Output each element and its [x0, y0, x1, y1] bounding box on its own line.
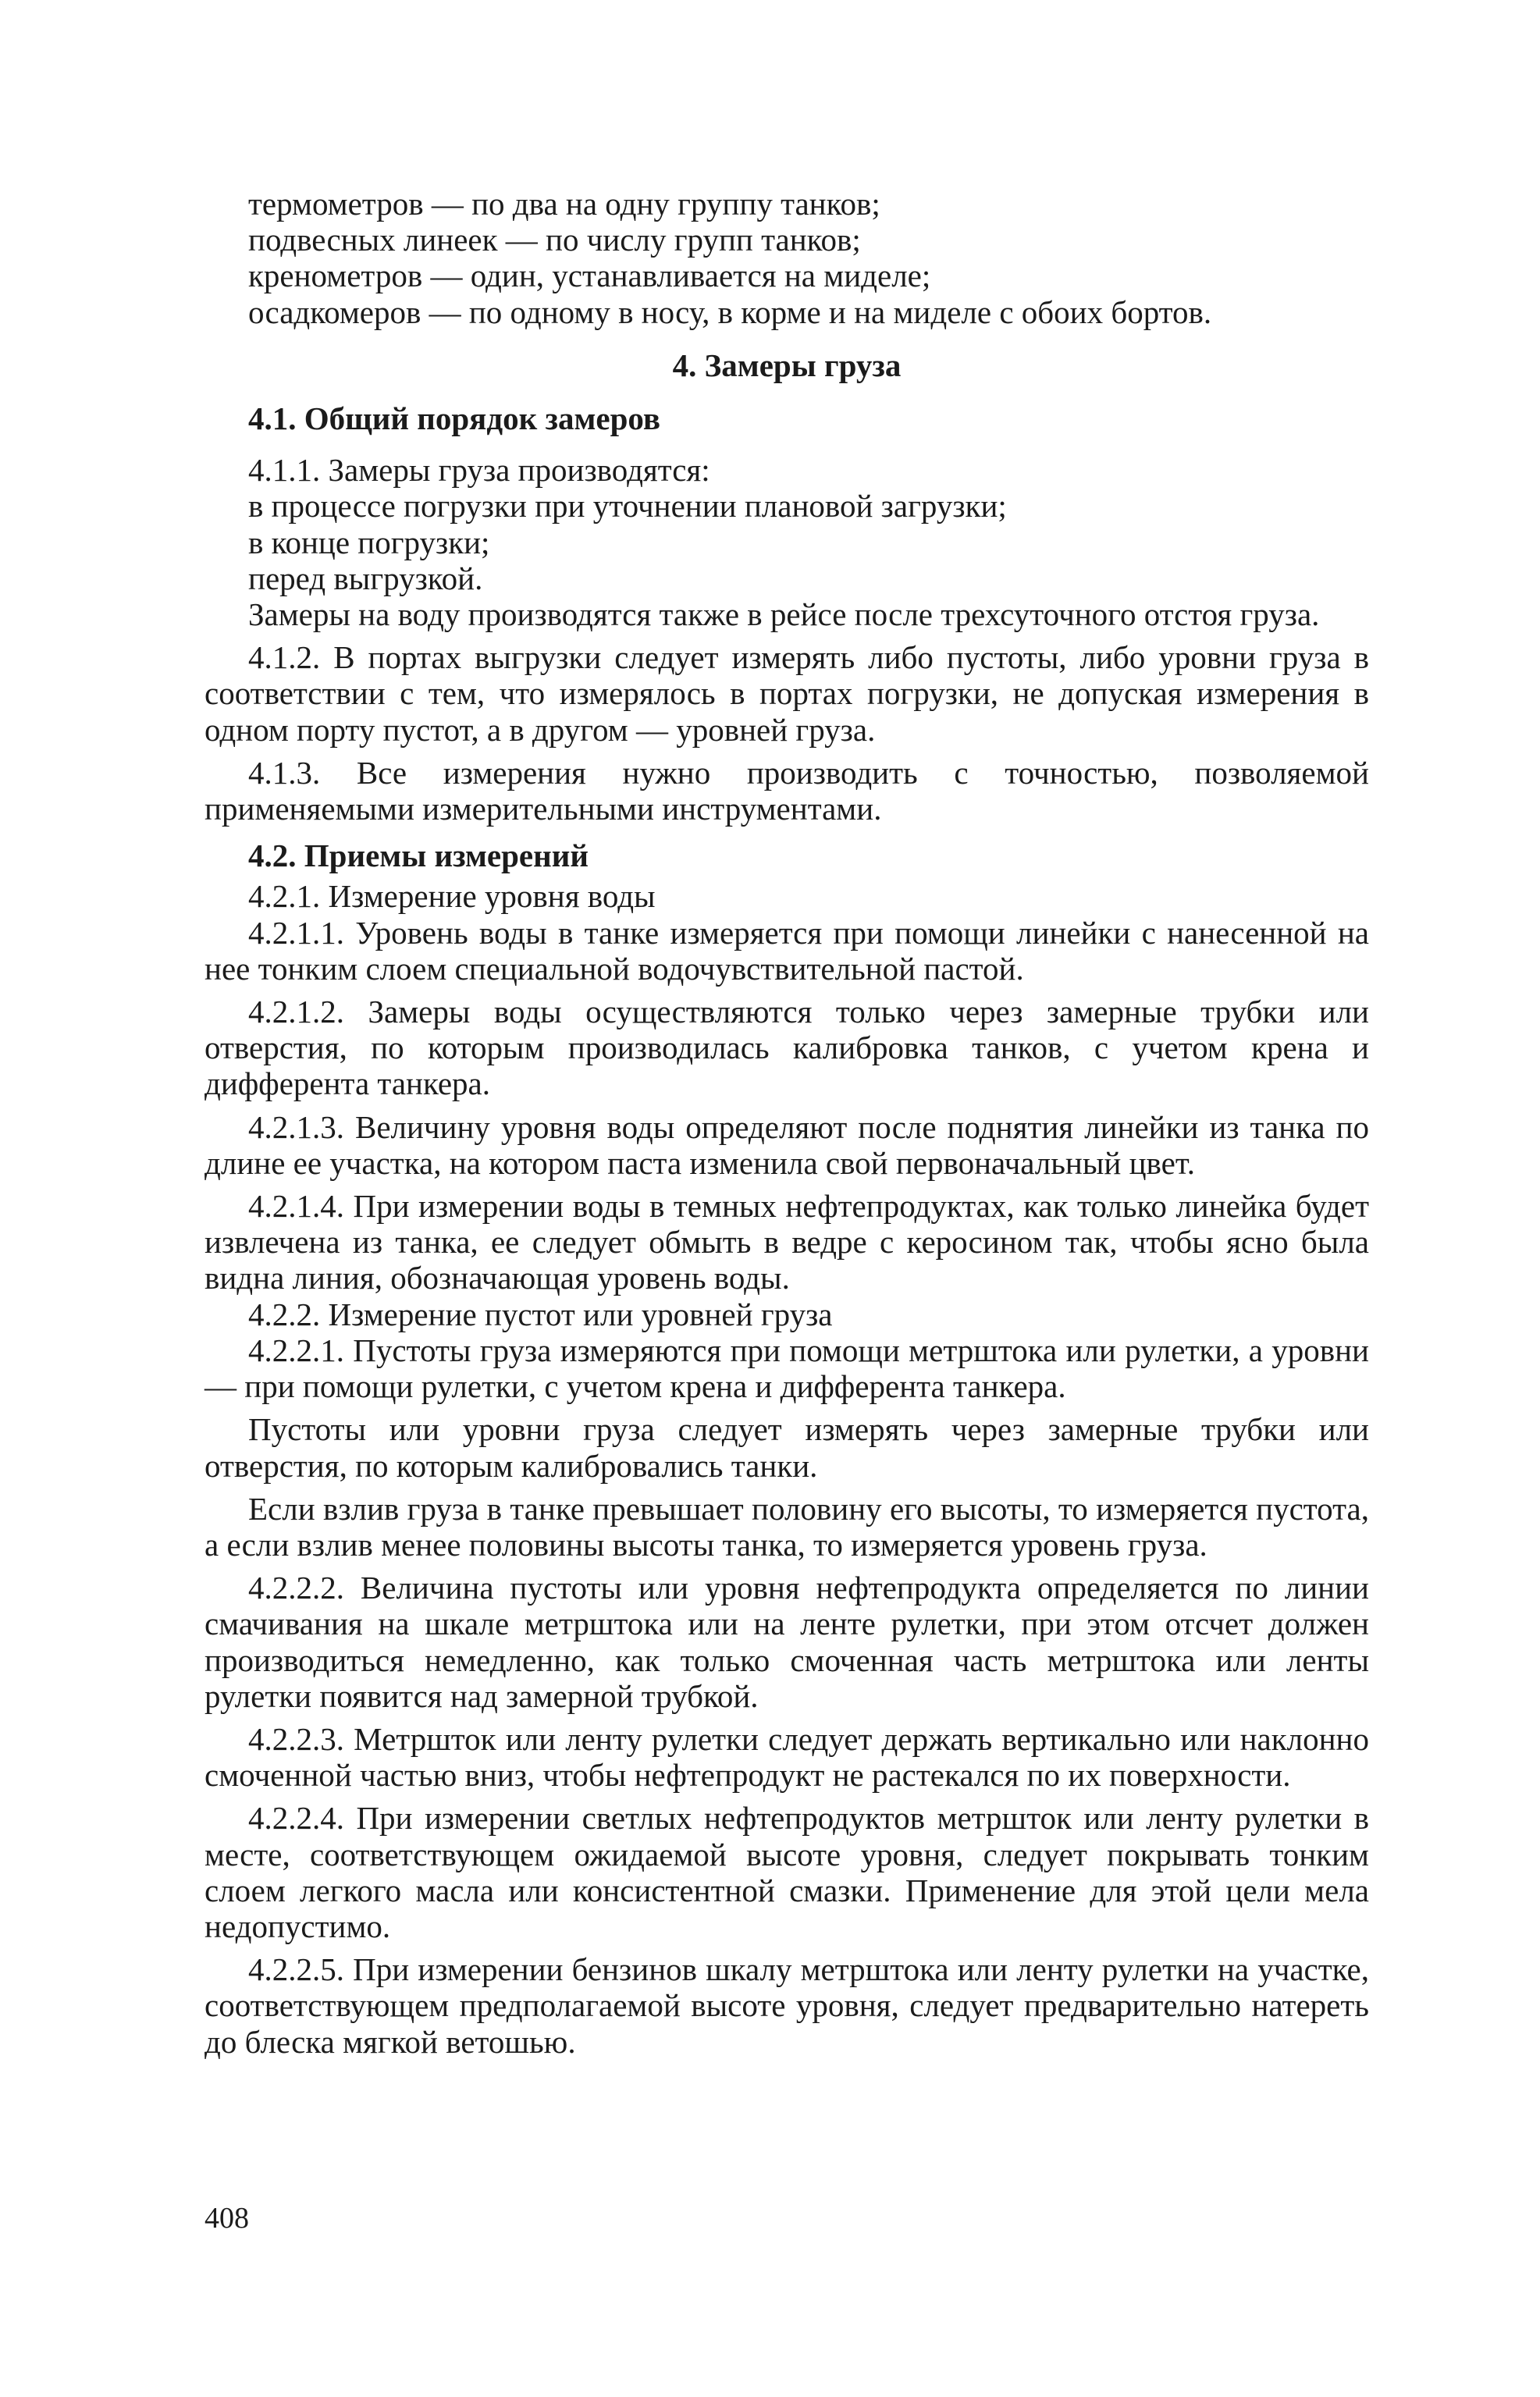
- para-voids-measurement: Пустоты или уровни груза следует измерять через замерные трубки или отверстия, по которым калибровались танки.: [205, 1411, 1369, 1484]
- para-4-2-2-1: 4.2.2.1. Пустоты груза измеряются при помощи метрштока или рулетки, а уровни — при помощи рулетки, с учетом крена и дифферента танкера.: [205, 1332, 1369, 1405]
- intro-item-inclinometers: кренометров — один, устанавливается на миделе;: [248, 258, 931, 294]
- para-water-measurements: Замеры на воду производятся также в рейсе после трехсуточного отстоя груза.: [248, 596, 1320, 633]
- page-number: 408: [205, 2202, 249, 2235]
- para-4-2-1-2: 4.2.1.2. Замеры воды осуществляются только через замерные трубки или отверстия, по которым производилась калибровка танков, с учетом крена и дифферента танкера.: [205, 994, 1369, 1102]
- section-4-1-title: 4.1. Общий порядок замеров: [248, 400, 660, 437]
- list-item-loading: в процессе погрузки при уточнении плановой загрузки;: [248, 488, 1007, 525]
- para-4-2-2-5: 4.2.2.5. При измерении бензинов шкалу метрштока или ленту рулетки на участке, соответствующем предполагаемой высоте уровня, следует предварительно натереть до блеска мягкой ветошью.: [205, 1951, 1369, 2060]
- section-4-2-title: 4.2. Приемы измерений: [248, 838, 589, 874]
- intro-item-thermometers: термометров — по два на одну группу танков;: [248, 186, 880, 222]
- page-body: [205, 186, 1369, 2060]
- para-4-2-1-4: 4.2.1.4. При измерении воды в темных нефтепродуктах, как только линейка будет извлечена из танка, ее следует обмыть в ведре с керосином так, чтобы ясно была видна линия, обозначающая уровень воды.: [205, 1188, 1369, 1296]
- para-fill-level-rule: Если взлив груза в танке превышает половину его высоты, то измеряется пустота, а если взлив менее половины высоты танка, то измеряется уровень груза.: [205, 1490, 1369, 1563]
- para-4-2-1-3: 4.2.1.3. Величину уровня воды определяют после поднятия линейки из танка по длине ее участка, на котором паста изменила свой первоначальный цвет.: [205, 1108, 1369, 1181]
- list-item-before-unloading: перед выгрузкой.: [248, 560, 483, 596]
- para-4-2-2: 4.2.2. Измерение пустот или уровней груза: [248, 1296, 833, 1332]
- section-4-title: 4. Замеры груза: [672, 347, 902, 383]
- list-item-end-loading: в конце погрузки;: [248, 524, 490, 560]
- intro-item-rulers: подвесных линеек — по числу групп танков;: [248, 222, 861, 258]
- para-4-1-1: 4.1.1. Замеры груза производятся:: [248, 452, 710, 489]
- para-4-2-2-3: 4.2.2.3. Метршток или ленту рулетки следует держать вертикально или наклонно смоченной частью вниз, чтобы нефтепродукт не растекался по их поверхности.: [205, 1720, 1369, 1794]
- para-4-1-2: 4.1.2. В портах выгрузки следует измерять либо пустоты, либо уровни груза в соответствии с тем, что измерялось в портах погрузки, не допуская измерения в одном порту пустот, а в другом — уровней груза.: [205, 639, 1369, 748]
- para-4-2-1-1: 4.2.1.1. Уровень воды в танке измеряется при помощи линейки с нанесенной на нее тонким слоем специальной водочувствительной пастой.: [205, 914, 1369, 987]
- para-4-2-1: 4.2.1. Измерение уровня воды: [248, 878, 656, 915]
- para-4-2-2-4: 4.2.2.4. При измерении светлых нефтепродуктов метршток или ленту рулетки в месте, соответствующем ожидаемой высоте уровня, следует покрывать тонким слоем легкого масла или консистентной смазки. Применение для этой цели мела недопустимо.: [205, 1800, 1369, 1944]
- intro-item-draft-gauges: осадкомеров — по одному в носу, в корме и на миделе с обоих бортов.: [248, 293, 1212, 330]
- para-4-2-2-2: 4.2.2.2. Величина пустоты или уровня нефтепродукта определяется по линии смачивания на шкале метрштока или на ленте рулетки, при этом отсчет должен производиться немедленно, как только смоченная часть метрштока или ленты рулетки появится над замерной трубкой.: [205, 1570, 1369, 1714]
- para-4-1-3: 4.1.3. Все измерения нужно производить с точностью, позволяемой применяемыми измерительными инструментами.: [205, 754, 1369, 827]
